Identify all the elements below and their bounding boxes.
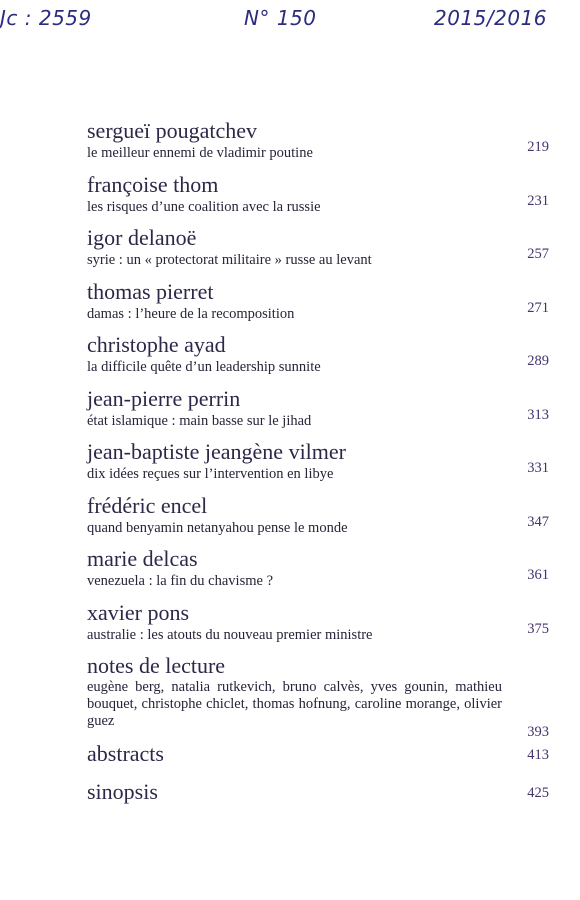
entry-title: le meilleur ennemi de vladimir poutine [87, 145, 313, 161]
entry-page-number: 313 [527, 406, 549, 423]
notes-heading: notes de lecture [87, 653, 226, 678]
entry-title: venezuela : la fin du chavisme ? [87, 573, 274, 589]
entry-page-number: 219 [527, 139, 549, 155]
toc-entry[interactable] [87, 225, 549, 279]
entry-page-number: 231 [527, 192, 549, 209]
entry-author: sergueï pougatchev [87, 118, 258, 143]
entry-page-number: 331 [527, 460, 549, 476]
notes-contributors: eugène berg, natalia rutkevich, bruno calvès, yves gounin, mathieu bouquet, christophe chiclet, thomas hofnung, caroline morange, olivier guez [87, 679, 502, 729]
entry-page-number: 413 [527, 747, 549, 763]
entry-author: xavier pons [87, 599, 190, 625]
entry-page-number: 271 [527, 299, 549, 316]
toc-entry[interactable] [87, 279, 549, 333]
entry-author: marie delcas [87, 546, 198, 571]
toc-entry[interactable] [87, 118, 549, 172]
toc-entry-sinopsis[interactable] [87, 779, 549, 817]
entry-author: jean-baptiste jeangène vilmer [87, 439, 346, 464]
abstracts-heading: abstracts [87, 741, 164, 766]
toc-entry[interactable] [87, 332, 549, 386]
entry-page-number: 393 [527, 724, 549, 740]
toc-entry-notes[interactable] [87, 653, 549, 741]
entry-title: les risques d’une coalition avec la russie [87, 198, 321, 215]
entry-author: thomas pierret [87, 278, 214, 304]
entry-title: dix idées reçues sur l’intervention en libye [87, 466, 334, 482]
handwritten-year: 2015/2016 [434, 6, 548, 30]
toc-entry[interactable] [87, 493, 549, 547]
toc-entry-abstracts[interactable] [87, 741, 549, 779]
entry-title: syrie : un « protectorat militaire » russe au levant [87, 252, 372, 268]
toc-entry[interactable] [87, 600, 549, 654]
sinopsis-heading: sinopsis [87, 779, 158, 804]
handwritten-issue-number: N° 150 [244, 6, 317, 30]
entry-author: frédéric encel [87, 492, 208, 518]
table-of-contents [87, 118, 549, 817]
toc-entry[interactable] [87, 439, 549, 493]
entry-page-number: 375 [527, 620, 549, 637]
entry-title: australie : les atouts du nouveau premier ministre [87, 626, 373, 643]
entry-author: françoise thom [87, 171, 219, 197]
entry-page-number: 347 [527, 513, 549, 530]
toc-entry[interactable] [87, 546, 549, 600]
handwritten-catalog-number: Jc : 2559 [0, 6, 92, 30]
entry-title: état islamique : main basse sur le jihad [87, 412, 312, 429]
entry-page-number: 289 [527, 353, 549, 369]
entry-title: la difficile quête d’un leadership sunnite [87, 359, 321, 375]
entry-page-number: 257 [527, 246, 549, 262]
entry-page-number: 425 [527, 785, 549, 801]
entry-title: quand benyamin netanyahou pense le monde [87, 519, 348, 536]
entry-author: jean-pierre perrin [87, 385, 241, 411]
entry-author: christophe ayad [87, 332, 226, 357]
toc-entry[interactable] [87, 386, 549, 440]
entry-author: igor delanoë [87, 225, 197, 250]
toc-entry[interactable] [87, 172, 549, 226]
entry-title: damas : l’heure de la recomposition [87, 305, 295, 322]
entry-page-number: 361 [527, 567, 549, 583]
